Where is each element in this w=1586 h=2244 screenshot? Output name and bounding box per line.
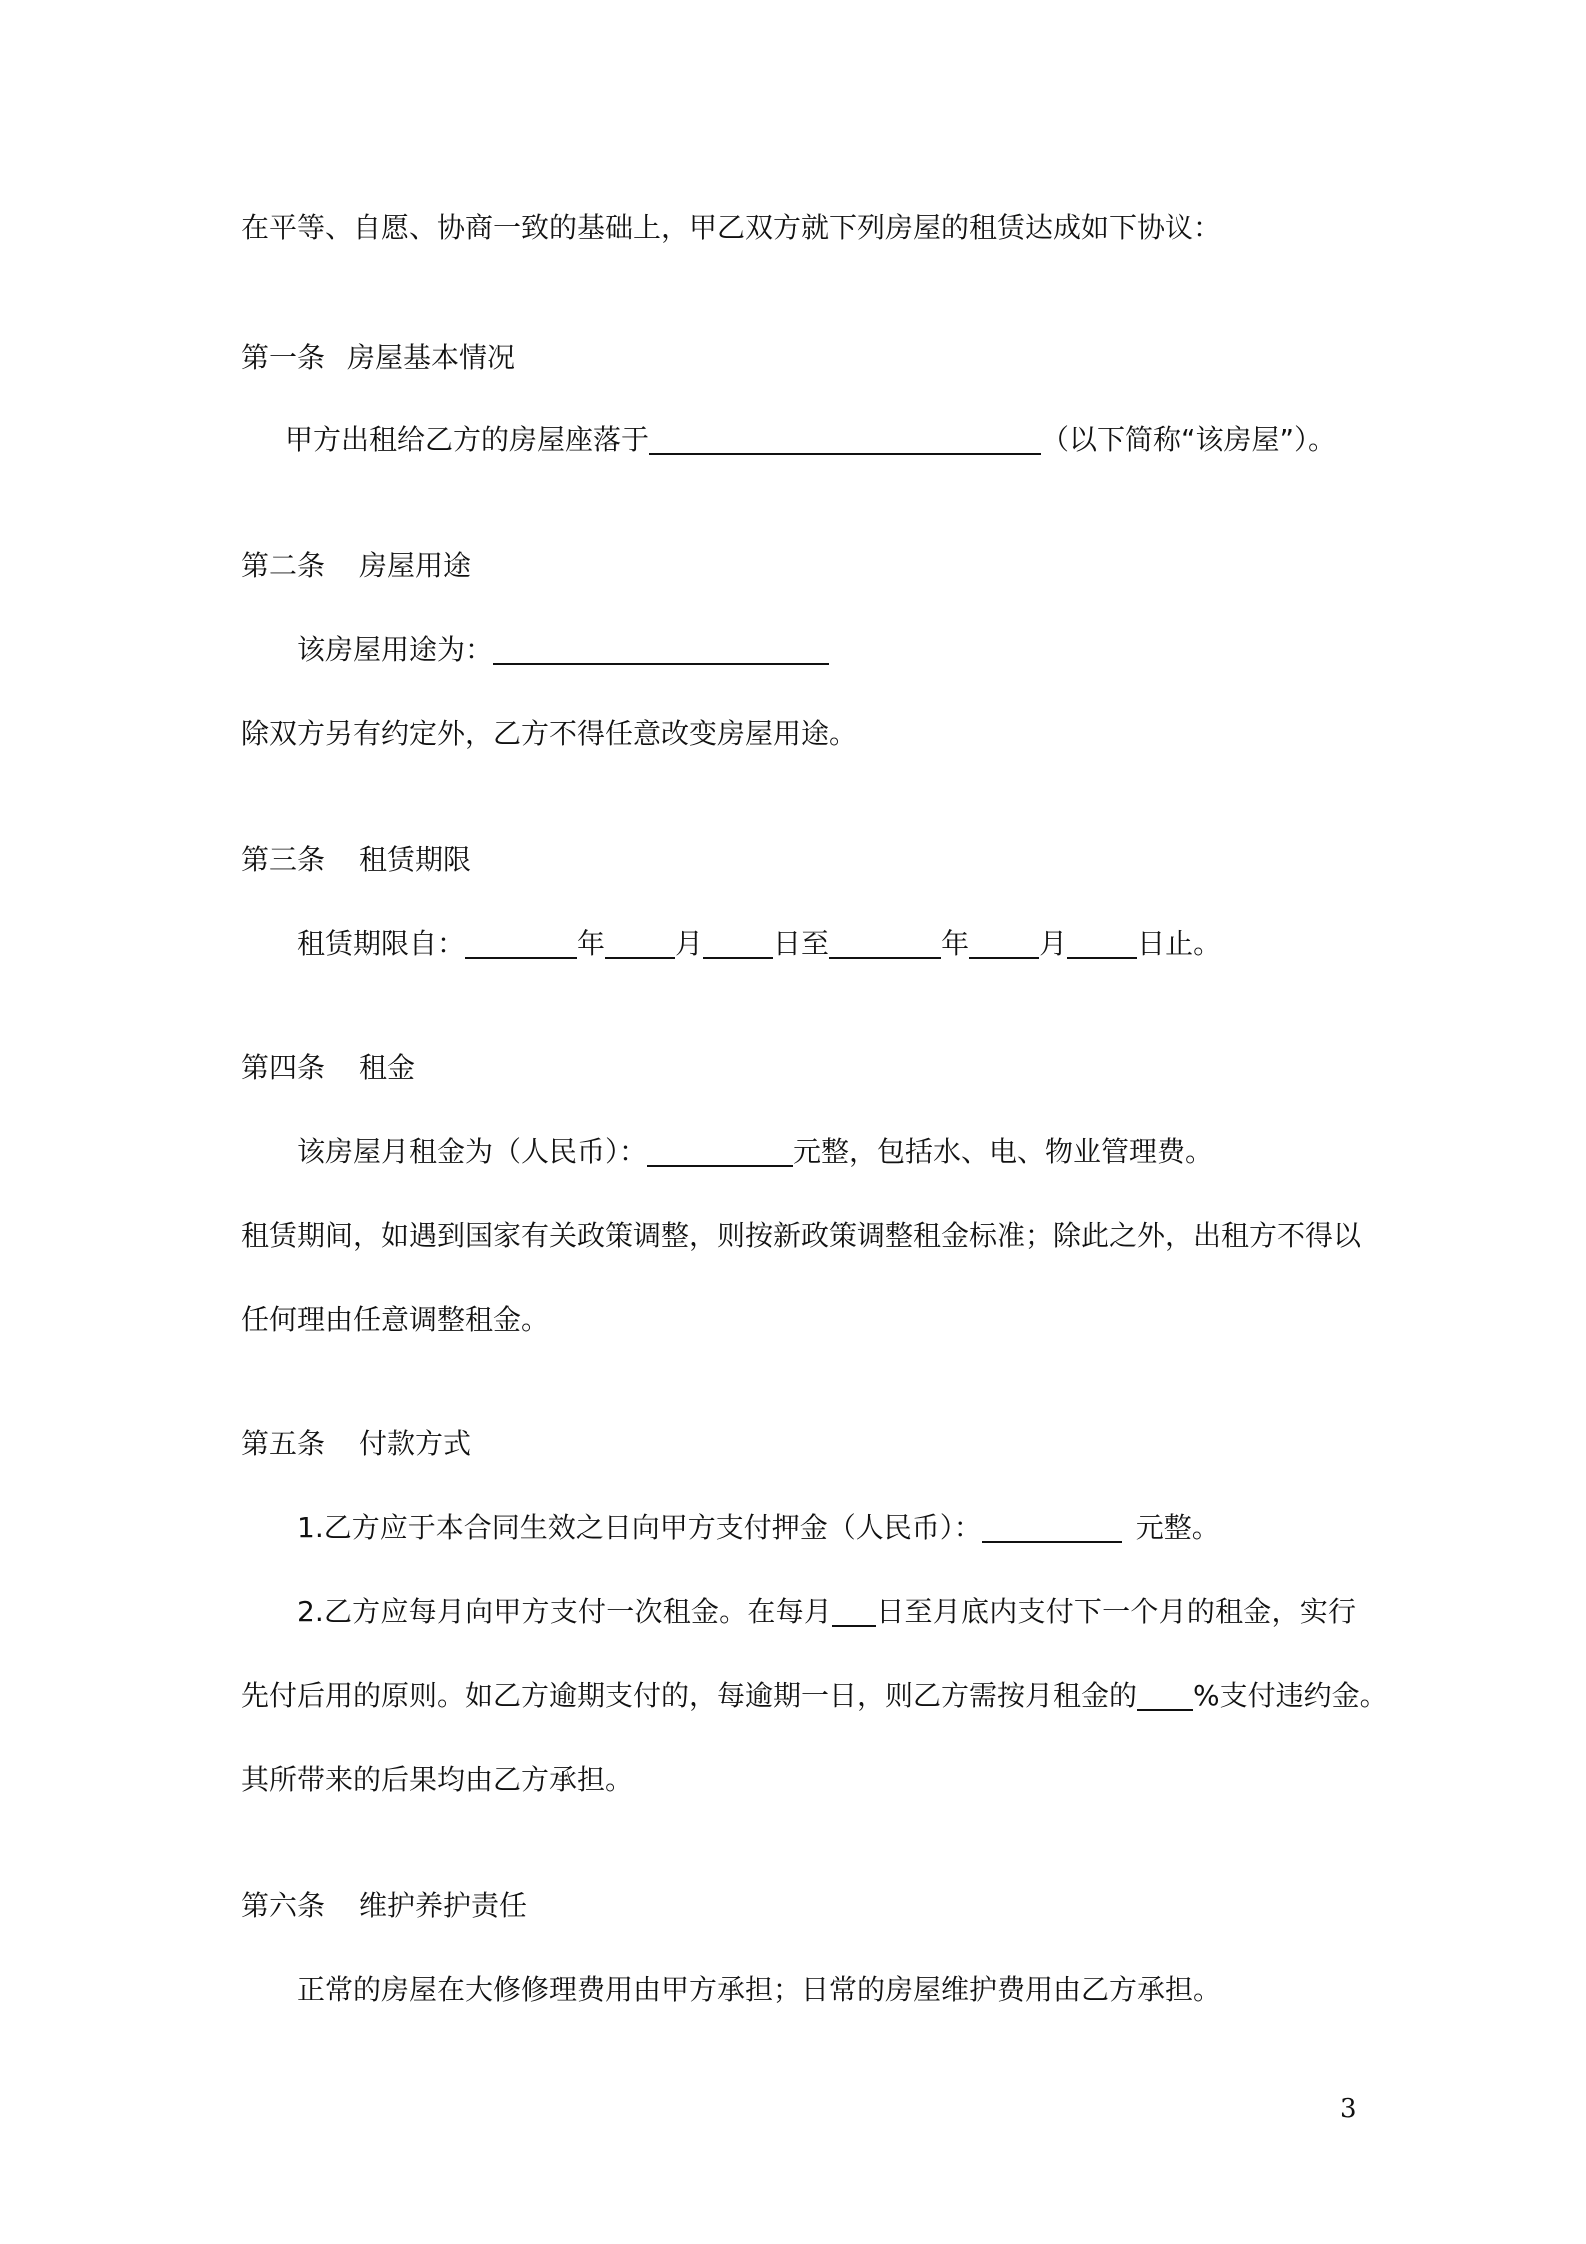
article-4-heading (241, 1048, 1356, 1088)
article-5-item-1: 1.乙方应于本合同生效之日向甲方支付押金（人民币）： 元整。 (297, 1511, 1220, 1544)
article-1-number: 第一条 (241, 341, 326, 374)
article-4-title: 租金 (359, 1051, 416, 1084)
article-3-number: 第三条 (241, 843, 326, 876)
article-6-body: 正常的房屋在大修修理费用由甲方承担；日常的房屋维护费用由乙方承担。 (297, 1973, 1222, 2006)
address-blank[interactable] (649, 423, 1041, 455)
article-2-heading (241, 546, 1356, 586)
article-6-heading (241, 1886, 1356, 1926)
article-5-item-2-cont: 先付后用的原则。如乙方逾期支付的，每逾期一日，则乙方需按月租金的 %支付违约金。 (241, 1679, 1388, 1712)
end-month-blank[interactable] (969, 927, 1039, 959)
end-year-blank[interactable] (829, 927, 941, 959)
article-3-title: 租赁期限 (359, 843, 472, 876)
article-4-body: 该房屋月租金为（人民币）： 元整，包括水、电、物业管理费。 (297, 1135, 1214, 1168)
article-6-title: 维护养护责任 (359, 1889, 528, 1922)
article-1-heading (241, 338, 1356, 378)
article-2-number: 第二条 (241, 549, 326, 582)
article-5-item-2: 2.乙方应每月向甲方支付一次租金。在每月 日至月底内支付下一个月的租金，实行 (297, 1595, 1356, 1628)
page-number: 3 (1340, 2094, 1357, 2124)
usage-blank[interactable] (493, 633, 829, 665)
start-year-blank[interactable] (465, 927, 577, 959)
article-5-heading (241, 1424, 1356, 1464)
article-4-policy-line-2: 任何理由任意调整租金。 (241, 1303, 550, 1336)
article-4-number: 第四条 (241, 1051, 326, 1084)
intro-paragraph: 在平等、自愿、协商一致的基础上，甲乙双方就下列房屋的租赁达成如下协议： (241, 211, 1222, 244)
deposit-blank[interactable] (982, 1511, 1122, 1543)
article-1-body: 甲方出租给乙方的房屋座落于 （以下简称“该房屋”）。 (285, 423, 1337, 456)
article-2-title: 房屋用途 (359, 549, 472, 582)
article-5-title: 付款方式 (359, 1427, 472, 1460)
article-3-body: 租赁期限自： 年 月 日至 年 月 日止。 (297, 927, 1222, 960)
penalty-rate-blank[interactable] (1137, 1679, 1193, 1711)
article-6-number: 第六条 (241, 1889, 326, 1922)
pay-day-blank[interactable] (832, 1595, 876, 1627)
article-3-heading (241, 840, 1356, 880)
article-5-item-2-end: 其所带来的后果均由乙方承担。 (241, 1763, 634, 1796)
article-1-title: 房屋基本情况 (347, 341, 516, 374)
end-day-blank[interactable] (1067, 927, 1137, 959)
rent-blank[interactable] (647, 1135, 793, 1167)
start-month-blank[interactable] (605, 927, 675, 959)
article-4-policy-line-1: 租赁期间，如遇到国家有关政策调整，则按新政策调整租金标准；除此之外，出租方不得以 (241, 1219, 1362, 1252)
article-5-number: 第五条 (241, 1427, 326, 1460)
article-2-note: 除双方另有约定外，乙方不得任意改变房屋用途。 (241, 717, 858, 750)
article-2-body: 该房屋用途为： (297, 630, 1356, 670)
start-day-blank[interactable] (703, 927, 773, 959)
